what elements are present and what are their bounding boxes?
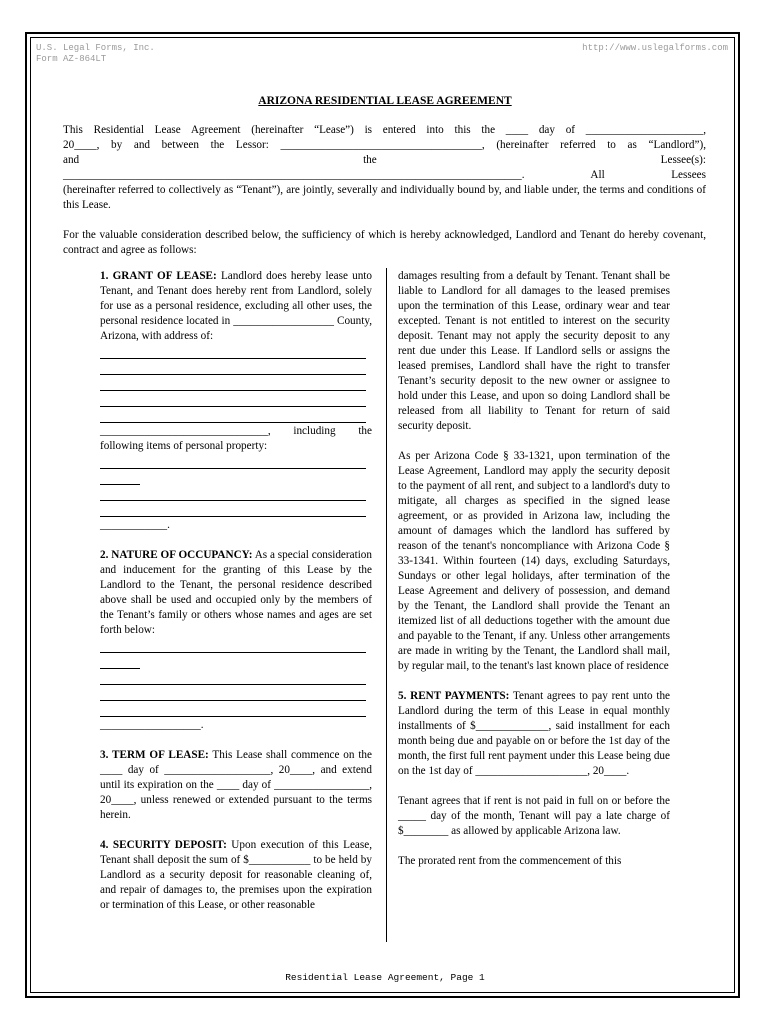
right-column [398, 269, 670, 884]
intro-paragraph-1 [63, 123, 706, 213]
section-rent-payments [398, 689, 670, 779]
occupant-line-2 [100, 654, 140, 669]
occupant-line-4 [100, 686, 366, 701]
occupant-line-3 [100, 670, 366, 685]
intro-rest: (hereinafter referred to collectively as “Tenant”), are jointly, severally and individually bound by, and liable under, the terms and conditions of this Lease. [63, 184, 706, 211]
property-line-1 [100, 454, 366, 469]
property-line-2 [100, 470, 140, 485]
address-line-2 [100, 360, 366, 375]
deposit-continued: damages resulting from a default by Tenant. Tenant shall be liable to Landlord for all damages to the leased premises upon the termination of this Lease, ordinary wear and tear excepted. Tenant is not entitled to interest on the security deposit. Tenant may not apply the security deposit to any rent due under this Lease. If Landlord sells or assigns the leased premises, Landlord shall have the right to transfer Tenant’s security deposit to the new owner or assignee to hold under this Lease, and upon so doing Landlord shall be released from all liability to Tenant for return of said security deposit. [398, 270, 670, 432]
property-line-3 [100, 486, 366, 501]
intro-line-1: This Residential Lease Agreement (hereinafter “Lease”) is entered into this the ____ day of _____________________, [63, 124, 706, 136]
address-line-3 [100, 376, 366, 391]
header-url[interactable]: http://www.uslegalforms.com [582, 43, 728, 53]
section-3-text: This Lease shall commence on the ____ day of ___________________, 20____, and extend until its expiration on the ____ day of _________________, 20____, unless renewed or extended pursuant to the terms herein. [100, 749, 372, 821]
intro-paragraph-2: For the valuable consideration described below, the sufficiency of which is hereby acknowledged, Landlord and Tenant do hereby covenant, contract and agree as follows: [63, 229, 706, 256]
occupant-line-5 [100, 702, 366, 717]
section-5-heading: 5. RENT PAYMENTS: [398, 690, 510, 702]
property-line-4 [100, 502, 366, 517]
section-1-including: ______________________________, including the following items of personal property: [100, 425, 372, 452]
address-line-4 [100, 392, 366, 407]
arizona-code-paragraph: As per Arizona Code § 33-1321, upon termination of the Lease Agreement, Landlord may apply the security deposit to the payment of all rent, and subject to a landlord's duty to mitigate, all charges as specified in the signed lease agreement, or as provided in Arizona law, including the amount of damages which the landlord has suffered by reason of the tenant's noncompliance with Arizona Code § 33-1341. Within fourteen (14) days, excluding Saturdays, Sundays or other legal holidays, after termination of the Lease Agreement and delivery of possession, and demand by the Tenant, the Landlord shall provide the Tenant an itemized list of all deductions together with the amount due and payable to the Tenant, if any. Unless other arrangements are made in writing by the Tenant, the Landlord shall mail, by regular mail, to the tenant's last known place of residence [398, 450, 670, 672]
section-grant-of-lease [100, 269, 372, 533]
section-nature-of-occupancy [100, 548, 372, 733]
header-left [36, 43, 155, 65]
section-4-text: Upon execution of this Lease, Tenant shall deposit the sum of $___________ to be held by Landlord as a security deposit for reasonable cleaning of, and repair of damages to, the premises upon the expiration or termination of this Lease, or other reasonable [100, 839, 372, 911]
occupant-line-1 [100, 638, 366, 653]
document-title: ARIZONA RESIDENTIAL LEASE AGREEMENT [258, 95, 512, 107]
intro-line-4: __________________________________________________________________________________. All Lessees [63, 169, 706, 181]
intro-section [63, 123, 706, 273]
section-term-of-lease [100, 748, 372, 823]
header-form-id: Form AZ-864LT [36, 54, 107, 64]
section-2-text: As a special consideration and inducement for the granting of this Lease by the Landlord to the Tenant, the personal residence described above shall be used and occupied only by the members of the Tenant’s family or others whose names and ages are set forth below: [100, 549, 372, 636]
page-footer: Residential Lease Agreement, Page 1 [285, 972, 485, 983]
address-line-1 [100, 344, 366, 359]
column-divider [386, 268, 387, 942]
intro-line-2: 20____, by and between the Lessor: ____________________________________, (hereinafter referred to as “Landlord”), [63, 139, 706, 151]
header-company: U.S. Legal Forms, Inc. [36, 43, 155, 53]
section-security-deposit [100, 838, 372, 913]
section-3-heading: 3. TERM OF LEASE: [100, 749, 209, 761]
section-1-end: ____________. [100, 519, 170, 531]
left-column [100, 269, 372, 928]
section-2-heading: 2. NATURE OF OCCUPANCY: [100, 549, 253, 561]
section-2-end: __________________. [100, 719, 204, 731]
section-4-heading: 4. SECURITY DEPOSIT: [100, 839, 227, 851]
section-5-text: Tenant agrees to pay rent unto the Landlord during the term of this Lease in equal monthly installments of $_____________, said installment for each month being due and payable on or before the 1st day of the month, the first full rent payment under this Lease being due on the 1st day of ____________________, 20____. [398, 690, 670, 777]
section-1-text: Landlord does hereby lease unto Tenant, and Tenant does hereby rent from Landlord, solely for use as a personal residence, excluding all other uses, the personal residence located in __________________ County, Arizona, with address of: [100, 270, 373, 342]
late-charge-paragraph: Tenant agrees that if rent is not paid in full on or before the _____ day of the month, Tenant will pay a late charge of $________ as allowed by applicable Arizona law. [398, 795, 670, 837]
prorated-rent-paragraph: The prorated rent from the commencement of this [398, 855, 622, 867]
address-line-5 [100, 408, 366, 423]
intro-line-3: and the Lessee(s): [63, 154, 706, 166]
section-1-heading: 1. GRANT OF LEASE: [100, 270, 217, 282]
